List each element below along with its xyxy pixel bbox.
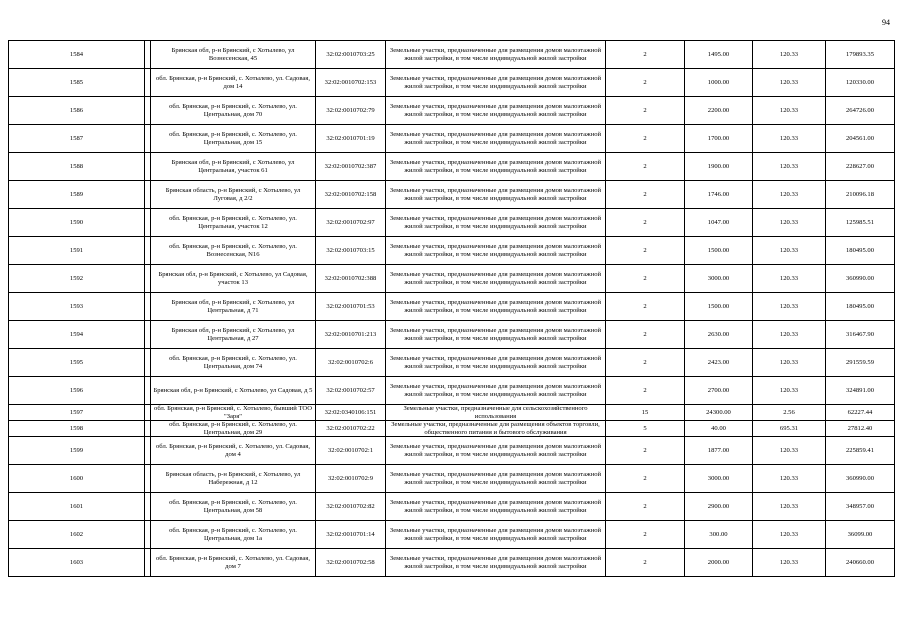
table-row bbox=[9, 97, 895, 125]
row-number-cell: 1601 bbox=[9, 493, 145, 521]
cadastral-value-cell: 324891.00 bbox=[826, 377, 895, 405]
cadastral-number-cell: 32:02:0010703:25 bbox=[316, 41, 386, 69]
area-cell: 24300.00 bbox=[685, 405, 753, 421]
specific-value-cell: 120.33 bbox=[753, 549, 826, 577]
cadastral-value-cell: 348957.00 bbox=[826, 493, 895, 521]
cadastral-number-cell: 32:02:0010702:153 bbox=[316, 69, 386, 97]
cadastral-value-cell: 180495.00 bbox=[826, 293, 895, 321]
cadastral-value-cell: 264726.00 bbox=[826, 97, 895, 125]
land-use-cell: Земельные участки, предназначенные для размещения домов малоэтажной жилой застройки, в том числе индивидуальной жилой застройки bbox=[386, 493, 606, 521]
cadastral-value-cell: 228627.00 bbox=[826, 153, 895, 181]
cadastral-number-cell: 32:02:0010702:6 bbox=[316, 349, 386, 377]
address-cell: обл. Брянская, р-н Брянский, с. Хотылево, ул. Садовая, дом 4 bbox=[151, 437, 316, 465]
row-number-cell: 1594 bbox=[9, 321, 145, 349]
table-row bbox=[9, 549, 895, 577]
land-use-class-cell: 15 bbox=[606, 405, 685, 421]
area-cell: 1900.00 bbox=[685, 153, 753, 181]
land-use-class-cell: 2 bbox=[606, 209, 685, 237]
row-number-cell: 1586 bbox=[9, 97, 145, 125]
row-number-cell: 1597 bbox=[9, 405, 145, 421]
land-use-class-cell: 2 bbox=[606, 153, 685, 181]
address-cell: обл. Брянская, р-н Брянский, с. Хотылево, ул. Садовая, дом 14 bbox=[151, 69, 316, 97]
land-use-class-cell: 2 bbox=[606, 349, 685, 377]
address-cell: обл. Брянская, р-н Брянский, с. Хотылево, ул. Вознесенская, N16 bbox=[151, 237, 316, 265]
land-use-cell: Земельные участки, предназначенные для размещения домов малоэтажной жилой застройки, в том числе индивидуальной жилой застройки bbox=[386, 293, 606, 321]
cadastral-number-cell: 32:02:0010701:19 bbox=[316, 125, 386, 153]
table-body bbox=[9, 41, 895, 577]
address-cell: обл. Брянская, р-н Брянский, с. Хотылево, ул. Центральная, дом 70 bbox=[151, 97, 316, 125]
cadastral-number-cell: 32:02:0010701:53 bbox=[316, 293, 386, 321]
land-use-cell: Земельные участки, предназначенные для размещения домов малоэтажной жилой застройки, в том числе индивидуальной жилой застройки bbox=[386, 321, 606, 349]
specific-value-cell: 120.33 bbox=[753, 437, 826, 465]
land-use-class-cell: 5 bbox=[606, 421, 685, 437]
land-use-cell: Земельные участки, предназначенные для размещения объектов торговли, общественного питания и бытового обслуживания bbox=[386, 421, 606, 437]
specific-value-cell: 120.33 bbox=[753, 321, 826, 349]
land-use-cell: Земельные участки, предназначенные для размещения домов малоэтажной жилой застройки, в том числе индивидуальной жилой застройки bbox=[386, 521, 606, 549]
land-use-class-cell: 2 bbox=[606, 237, 685, 265]
area-cell: 1047.00 bbox=[685, 209, 753, 237]
address-cell: обл. Брянская, р-н Брянский, с. Хотылево, ул. Центральная, дом 15 bbox=[151, 125, 316, 153]
land-use-cell: Земельные участки, предназначенные для размещения домов малоэтажной жилой застройки, в том числе индивидуальной жилой застройки bbox=[386, 41, 606, 69]
area-cell: 1500.00 bbox=[685, 237, 753, 265]
cadastral-value-cell: 360990.00 bbox=[826, 465, 895, 493]
cadastral-number-cell: 32:02:0010702:97 bbox=[316, 209, 386, 237]
row-number-cell: 1598 bbox=[9, 421, 145, 437]
cadastral-number-cell: 32:02:0010702:1 bbox=[316, 437, 386, 465]
land-use-cell: Земельные участки, предназначенные для размещения домов малоэтажной жилой застройки, в том числе индивидуальной жилой застройки bbox=[386, 377, 606, 405]
address-cell: обл. Брянская, р-н Брянский, с. Хотылево, бывший ТОО "Заря" bbox=[151, 405, 316, 421]
land-use-class-cell: 2 bbox=[606, 549, 685, 577]
cadastral-value-cell: 62227.44 bbox=[826, 405, 895, 421]
land-use-cell: Земельные участки, предназначенные для размещения домов малоэтажной жилой застройки, в том числе индивидуальной жилой застройки bbox=[386, 125, 606, 153]
table-row bbox=[9, 349, 895, 377]
land-use-class-cell: 2 bbox=[606, 97, 685, 125]
cadastral-value-cell: 36099.00 bbox=[826, 521, 895, 549]
row-number-cell: 1600 bbox=[9, 465, 145, 493]
table-row bbox=[9, 181, 895, 209]
land-use-cell: Земельные участки, предназначенные для размещения домов малоэтажной жилой застройки, в том числе индивидуальной жилой застройки bbox=[386, 209, 606, 237]
table-row bbox=[9, 293, 895, 321]
address-cell: обл. Брянская, р-н Брянский, с. Хотылево, ул. Центральная, участок 12 bbox=[151, 209, 316, 237]
land-use-class-cell: 2 bbox=[606, 293, 685, 321]
address-cell: Брянская обл, р-н Брянский, с Хотылево, ул Садовая, д 5 bbox=[151, 377, 316, 405]
address-cell: Брянская обл, р-н Брянский, с Хотылево, ул Центральная, д 71 bbox=[151, 293, 316, 321]
land-use-class-cell: 2 bbox=[606, 69, 685, 97]
specific-value-cell: 120.33 bbox=[753, 97, 826, 125]
cadastral-number-cell: 32:02:0010702:58 bbox=[316, 549, 386, 577]
table-row bbox=[9, 321, 895, 349]
cadastral-value-cell: 240660.00 bbox=[826, 549, 895, 577]
specific-value-cell: 120.33 bbox=[753, 493, 826, 521]
specific-value-cell: 120.33 bbox=[753, 293, 826, 321]
row-number-cell: 1593 bbox=[9, 293, 145, 321]
address-cell: Брянская обл, р-н Брянский, с Хотылево, ул Вознесенская, 45 bbox=[151, 41, 316, 69]
land-use-class-cell: 2 bbox=[606, 181, 685, 209]
table-row bbox=[9, 209, 895, 237]
land-use-class-cell: 2 bbox=[606, 41, 685, 69]
table-row bbox=[9, 237, 895, 265]
table-row bbox=[9, 465, 895, 493]
land-use-class-cell: 2 bbox=[606, 321, 685, 349]
specific-value-cell: 120.33 bbox=[753, 377, 826, 405]
row-number-cell: 1591 bbox=[9, 237, 145, 265]
area-cell: 2000.00 bbox=[685, 549, 753, 577]
area-cell: 1700.00 bbox=[685, 125, 753, 153]
table-row bbox=[9, 41, 895, 69]
land-use-class-cell: 2 bbox=[606, 465, 685, 493]
area-cell: 2423.00 bbox=[685, 349, 753, 377]
land-use-cell: Земельные участки, предназначенные для размещения домов малоэтажной жилой застройки, в том числе индивидуальной жилой застройки bbox=[386, 437, 606, 465]
specific-value-cell: 120.33 bbox=[753, 69, 826, 97]
land-use-cell: Земельные участки, предназначенные для размещения домов малоэтажной жилой застройки, в том числе индивидуальной жилой застройки bbox=[386, 181, 606, 209]
cadastral-value-cell: 360990.00 bbox=[826, 265, 895, 293]
cadastral-number-cell: 32:02:0010702:79 bbox=[316, 97, 386, 125]
land-use-class-cell: 2 bbox=[606, 125, 685, 153]
area-cell: 1000.00 bbox=[685, 69, 753, 97]
specific-value-cell: 120.33 bbox=[753, 265, 826, 293]
area-cell: 3000.00 bbox=[685, 265, 753, 293]
area-cell: 1877.00 bbox=[685, 437, 753, 465]
cadastral-number-cell: 32:02:0010702:57 bbox=[316, 377, 386, 405]
land-plots-table bbox=[8, 40, 895, 577]
land-use-class-cell: 2 bbox=[606, 437, 685, 465]
cadastral-value-cell: 125985.51 bbox=[826, 209, 895, 237]
row-number-cell: 1603 bbox=[9, 549, 145, 577]
table-row bbox=[9, 493, 895, 521]
table-row bbox=[9, 377, 895, 405]
address-cell: Брянская область, р-н Брянский, с Хотылево, ул Набережная, д 12 bbox=[151, 465, 316, 493]
row-number-cell: 1590 bbox=[9, 209, 145, 237]
cadastral-number-cell: 32:02:0010702:22 bbox=[316, 421, 386, 437]
specific-value-cell: 695.31 bbox=[753, 421, 826, 437]
specific-value-cell: 120.33 bbox=[753, 349, 826, 377]
table-row bbox=[9, 421, 895, 437]
cadastral-value-cell: 120330.00 bbox=[826, 69, 895, 97]
cadastral-number-cell: 32:02:0010702:388 bbox=[316, 265, 386, 293]
table-row bbox=[9, 437, 895, 465]
row-number-cell: 1584 bbox=[9, 41, 145, 69]
row-number-cell: 1592 bbox=[9, 265, 145, 293]
land-use-cell: Земельные участки, предназначенные для размещения домов малоэтажной жилой застройки, в том числе индивидуальной жилой застройки bbox=[386, 153, 606, 181]
area-cell: 1746.00 bbox=[685, 181, 753, 209]
land-use-cell: Земельные участки, предназначенные для размещения домов малоэтажной жилой застройки, в том числе индивидуальной жилой застройки bbox=[386, 549, 606, 577]
cadastral-number-cell: 32:02:0340106:151 bbox=[316, 405, 386, 421]
cadastral-number-cell: 32:02:0010702:82 bbox=[316, 493, 386, 521]
land-use-cell: Земельные участки, предназначенные для размещения домов малоэтажной жилой застройки, в том числе индивидуальной жилой застройки bbox=[386, 349, 606, 377]
cadastral-number-cell: 32:02:0010702:9 bbox=[316, 465, 386, 493]
land-use-class-cell: 2 bbox=[606, 521, 685, 549]
table-row bbox=[9, 69, 895, 97]
row-number-cell: 1589 bbox=[9, 181, 145, 209]
land-use-class-cell: 2 bbox=[606, 493, 685, 521]
land-use-cell: Земельные участки, предназначенные для размещения домов малоэтажной жилой застройки, в том числе индивидуальной жилой застройки bbox=[386, 265, 606, 293]
cadastral-value-cell: 180495.00 bbox=[826, 237, 895, 265]
area-cell: 2200.00 bbox=[685, 97, 753, 125]
row-number-cell: 1585 bbox=[9, 69, 145, 97]
address-cell: обл. Брянская, р-н Брянский, с. Хотылево, ул. Центральная, дом 29 bbox=[151, 421, 316, 437]
row-number-cell: 1588 bbox=[9, 153, 145, 181]
cadastral-value-cell: 179893.35 bbox=[826, 41, 895, 69]
table-row bbox=[9, 405, 895, 421]
land-use-class-cell: 2 bbox=[606, 377, 685, 405]
specific-value-cell: 120.33 bbox=[753, 181, 826, 209]
specific-value-cell: 120.33 bbox=[753, 41, 826, 69]
address-cell: Брянская область, р-н Брянский, с Хотылево, ул Луговая, д 2/2 bbox=[151, 181, 316, 209]
address-cell: Брянская обл, р-н Брянский, с Хотылево, ул Садовая, участок 13 bbox=[151, 265, 316, 293]
land-use-cell: Земельные участки, предназначенные для сельскохозяйственного использования bbox=[386, 405, 606, 421]
cadastral-number-cell: 32:02:0010702:387 bbox=[316, 153, 386, 181]
row-number-cell: 1587 bbox=[9, 125, 145, 153]
cadastral-number-cell: 32:02:0010701:14 bbox=[316, 521, 386, 549]
land-use-class-cell: 2 bbox=[606, 265, 685, 293]
row-number-cell: 1595 bbox=[9, 349, 145, 377]
area-cell: 300.00 bbox=[685, 521, 753, 549]
land-use-cell: Земельные участки, предназначенные для размещения домов малоэтажной жилой застройки, в том числе индивидуальной жилой застройки bbox=[386, 237, 606, 265]
cadastral-value-cell: 210096.18 bbox=[826, 181, 895, 209]
area-cell: 2700.00 bbox=[685, 377, 753, 405]
cadastral-number-cell: 32:02:0010702:158 bbox=[316, 181, 386, 209]
specific-value-cell: 2.56 bbox=[753, 405, 826, 421]
address-cell: обл. Брянская, р-н Брянский, с. Хотылево, ул. Центральная, дом 58 bbox=[151, 493, 316, 521]
row-number-cell: 1596 bbox=[9, 377, 145, 405]
specific-value-cell: 120.33 bbox=[753, 465, 826, 493]
address-cell: обл. Брянская, р-н Брянский, с. Хотылево, ул. Центральная, дом 1а bbox=[151, 521, 316, 549]
area-cell: 2630.00 bbox=[685, 321, 753, 349]
land-use-cell: Земельные участки, предназначенные для размещения домов малоэтажной жилой застройки, в том числе индивидуальной жилой застройки bbox=[386, 97, 606, 125]
table-row bbox=[9, 265, 895, 293]
cadastral-value-cell: 27812.40 bbox=[826, 421, 895, 437]
cadastral-number-cell: 32:02:0010703:15 bbox=[316, 237, 386, 265]
specific-value-cell: 120.33 bbox=[753, 125, 826, 153]
area-cell: 40.00 bbox=[685, 421, 753, 437]
specific-value-cell: 120.33 bbox=[753, 209, 826, 237]
area-cell: 1500.00 bbox=[685, 293, 753, 321]
address-cell: Брянская обл, р-н Брянский, с Хотылево, ул Центральная, участок 61 bbox=[151, 153, 316, 181]
cadastral-number-cell: 32:02:0010701:213 bbox=[316, 321, 386, 349]
table-row bbox=[9, 153, 895, 181]
area-cell: 2900.00 bbox=[685, 493, 753, 521]
page-number: 94 bbox=[882, 18, 890, 27]
address-cell: Брянская обл, р-н Брянский, с Хотылево, ул Центральная, д 27 bbox=[151, 321, 316, 349]
cadastral-value-cell: 225859.41 bbox=[826, 437, 895, 465]
specific-value-cell: 120.33 bbox=[753, 521, 826, 549]
cadastral-value-cell: 316467.90 bbox=[826, 321, 895, 349]
cadastral-value-cell: 204561.00 bbox=[826, 125, 895, 153]
row-number-cell: 1599 bbox=[9, 437, 145, 465]
address-cell: обл. Брянская, р-н Брянский, с. Хотылево, ул. Садовая, дом 7 bbox=[151, 549, 316, 577]
cadastral-value-cell: 291559.59 bbox=[826, 349, 895, 377]
table-row bbox=[9, 521, 895, 549]
table-row bbox=[9, 125, 895, 153]
area-cell: 1495.00 bbox=[685, 41, 753, 69]
specific-value-cell: 120.33 bbox=[753, 237, 826, 265]
land-use-cell: Земельные участки, предназначенные для размещения домов малоэтажной жилой застройки, в том числе индивидуальной жилой застройки bbox=[386, 69, 606, 97]
address-cell: обл. Брянская, р-н Брянский, с. Хотылево, ул. Центральная, дом 74 bbox=[151, 349, 316, 377]
specific-value-cell: 120.33 bbox=[753, 153, 826, 181]
area-cell: 3000.00 bbox=[685, 465, 753, 493]
land-use-cell: Земельные участки, предназначенные для размещения домов малоэтажной жилой застройки, в том числе индивидуальной жилой застройки bbox=[386, 465, 606, 493]
row-number-cell: 1602 bbox=[9, 521, 145, 549]
